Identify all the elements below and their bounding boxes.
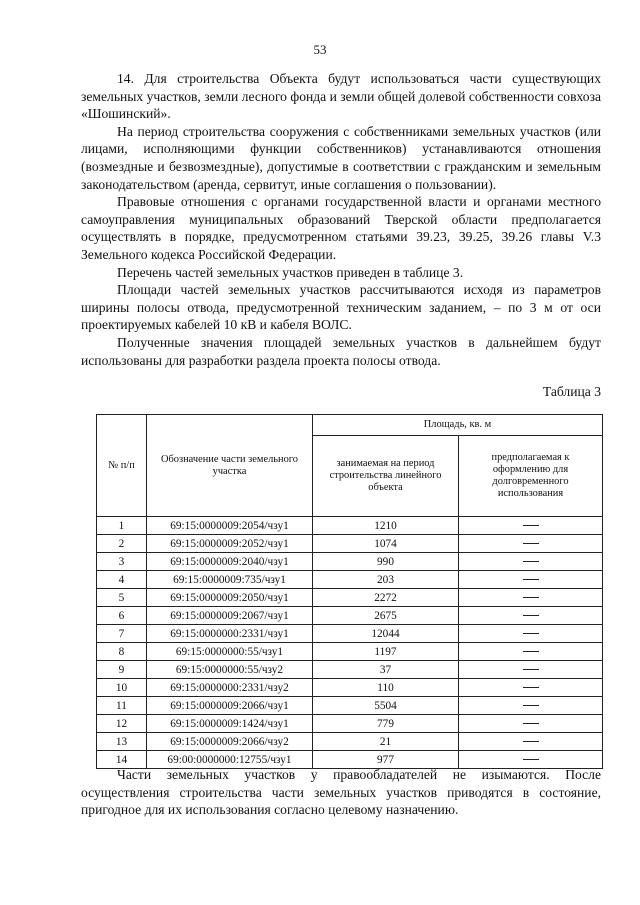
paragraph: На период строительства сооружения с собственниками земельных участков (или лицами, исполняющими функции собственников) устанавливаются отношения (возмездные и безвозмездные), допустимые в соответствии с гражданским и земельным законодательством (аренда, сервитут, иные соглашения о пользовании).	[81, 123, 601, 192]
land-plots-table	[96, 414, 603, 769]
plot-designation: 69:15:0000009:1424/чзу1	[147, 715, 313, 733]
area-occupied: 37	[313, 661, 459, 679]
table-row	[97, 643, 603, 661]
row-number: 10	[97, 679, 147, 697]
plot-designation: 69:15:0000009:2050/чзу1	[147, 589, 313, 607]
plot-designation: 69:15:0000009:2066/чзу1	[147, 697, 313, 715]
area-planned	[459, 607, 603, 625]
plot-designation: 69:15:0000009:2067/чзу1	[147, 607, 313, 625]
plot-designation: 69:15:0000000:2331/чзу1	[147, 625, 313, 643]
paragraph: Перечень частей земельных участков приведен в таблице 3.	[117, 264, 464, 280]
area-occupied: 1210	[313, 517, 459, 535]
paragraph: Площади частей земельных участков рассчитываются исходя из параметров ширины полосы отвода, предусмотренной техническим заданием, – по 3 м от оси проектируемых кабелей 10 кВ и кабеля ВОЛС.	[81, 282, 601, 333]
header-num: № п/п	[97, 415, 147, 517]
plot-designation: 69:00:0000000:12755/чзу1	[147, 751, 313, 769]
row-number: 1	[97, 517, 147, 535]
row-number: 13	[97, 733, 147, 751]
area-planned	[459, 697, 603, 715]
row-number: 8	[97, 643, 147, 661]
dash-mark	[523, 525, 539, 526]
header-area: Площадь, кв. м	[313, 415, 603, 436]
area-planned	[459, 553, 603, 571]
row-number: 6	[97, 607, 147, 625]
area-planned	[459, 715, 603, 733]
area-planned	[459, 679, 603, 697]
area-occupied: 779	[313, 715, 459, 733]
area-occupied: 5504	[313, 697, 459, 715]
area-occupied: 203	[313, 571, 459, 589]
dash-mark	[523, 741, 539, 742]
area-occupied: 110	[313, 679, 459, 697]
row-number: 12	[97, 715, 147, 733]
dash-mark	[523, 723, 539, 724]
table-caption: Таблица 3	[542, 384, 601, 399]
dash-mark	[523, 669, 539, 670]
header-designation: Обозначение части земельного участка	[147, 415, 313, 517]
dash-mark	[523, 543, 539, 544]
area-occupied: 977	[313, 751, 459, 769]
dash-mark	[523, 597, 539, 598]
table-row	[97, 553, 603, 571]
dash-mark	[523, 651, 539, 652]
dash-mark	[523, 561, 539, 562]
row-number: 4	[97, 571, 147, 589]
area-occupied: 1197	[313, 643, 459, 661]
table-row	[97, 661, 603, 679]
plot-designation: 69:15:0000009:2052/чзу1	[147, 535, 313, 553]
area-planned	[459, 733, 603, 751]
paragraph: Полученные значения площадей земельных участков в дальнейшем будут использованы для разработки раздела проекта полосы отвода.	[81, 334, 601, 368]
plot-designation: 69:15:0000000:55/чзу1	[147, 643, 313, 661]
table-row	[97, 715, 603, 733]
paragraph: Правовые отношения с органами государственной власти и органами местного самоуправления муниципальных образований Тверской области предполагается осуществлять в порядке, предусмотренном статьями 39.23, 39.25, 39.26 главы V.3 Земельного кодекса Российской Федерации.	[81, 194, 601, 262]
row-number: 9	[97, 661, 147, 679]
final-text	[81, 766, 601, 819]
paragraph: Части земельных участков у правообладателей не изымаются. После осуществления строительства части земельных участков приводятся в состояние, пригодное для их использования согласно целевому назначению.	[81, 767, 601, 818]
paragraph: 14. Для строительства Объекта будут использоваться части существующих земельных участков, земли лесного фонда и земли общей долевой собственности совхоза «Шошинский».	[81, 71, 601, 122]
row-number: 5	[97, 589, 147, 607]
area-planned	[459, 517, 603, 535]
main-text	[81, 70, 601, 369]
header-occupied: занимаемая на период строительства линейного объекта	[313, 436, 459, 517]
table-row	[97, 571, 603, 589]
area-occupied: 12044	[313, 625, 459, 643]
plot-designation: 69:15:0000009:735/чзу1	[147, 571, 313, 589]
row-number: 7	[97, 625, 147, 643]
area-planned	[459, 661, 603, 679]
area-occupied: 1074	[313, 535, 459, 553]
header-planned: предполагаемая к оформлению для долговременного использования	[459, 436, 603, 517]
area-planned	[459, 535, 603, 553]
area-occupied: 21	[313, 733, 459, 751]
table-row	[97, 607, 603, 625]
table-row	[97, 697, 603, 715]
area-occupied: 2675	[313, 607, 459, 625]
dash-mark	[523, 579, 539, 580]
table-row	[97, 517, 603, 535]
plot-designation: 69:15:0000009:2054/чзу1	[147, 517, 313, 535]
row-number: 14	[97, 751, 147, 769]
area-planned	[459, 643, 603, 661]
dash-mark	[523, 633, 539, 634]
row-number: 11	[97, 697, 147, 715]
area-occupied: 990	[313, 553, 459, 571]
table-row	[97, 625, 603, 643]
plot-designation: 69:15:0000000:2331/чзу2	[147, 679, 313, 697]
plot-designation: 69:15:0000009:2066/чзу2	[147, 733, 313, 751]
dash-mark	[523, 687, 539, 688]
table-row	[97, 589, 603, 607]
page-number: 53	[313, 42, 327, 57]
area-planned	[459, 589, 603, 607]
dash-mark	[523, 705, 539, 706]
table-body	[97, 517, 603, 769]
plot-designation: 69:15:0000009:2040/чзу1	[147, 553, 313, 571]
area-planned	[459, 571, 603, 589]
row-number: 3	[97, 553, 147, 571]
table-row	[97, 733, 603, 751]
dash-mark	[523, 759, 539, 760]
dash-mark	[523, 615, 539, 616]
plot-designation: 69:15:0000000:55/чзу2	[147, 661, 313, 679]
row-number: 2	[97, 535, 147, 553]
table-row	[97, 679, 603, 697]
table-row	[97, 535, 603, 553]
area-occupied: 2272	[313, 589, 459, 607]
area-planned	[459, 625, 603, 643]
